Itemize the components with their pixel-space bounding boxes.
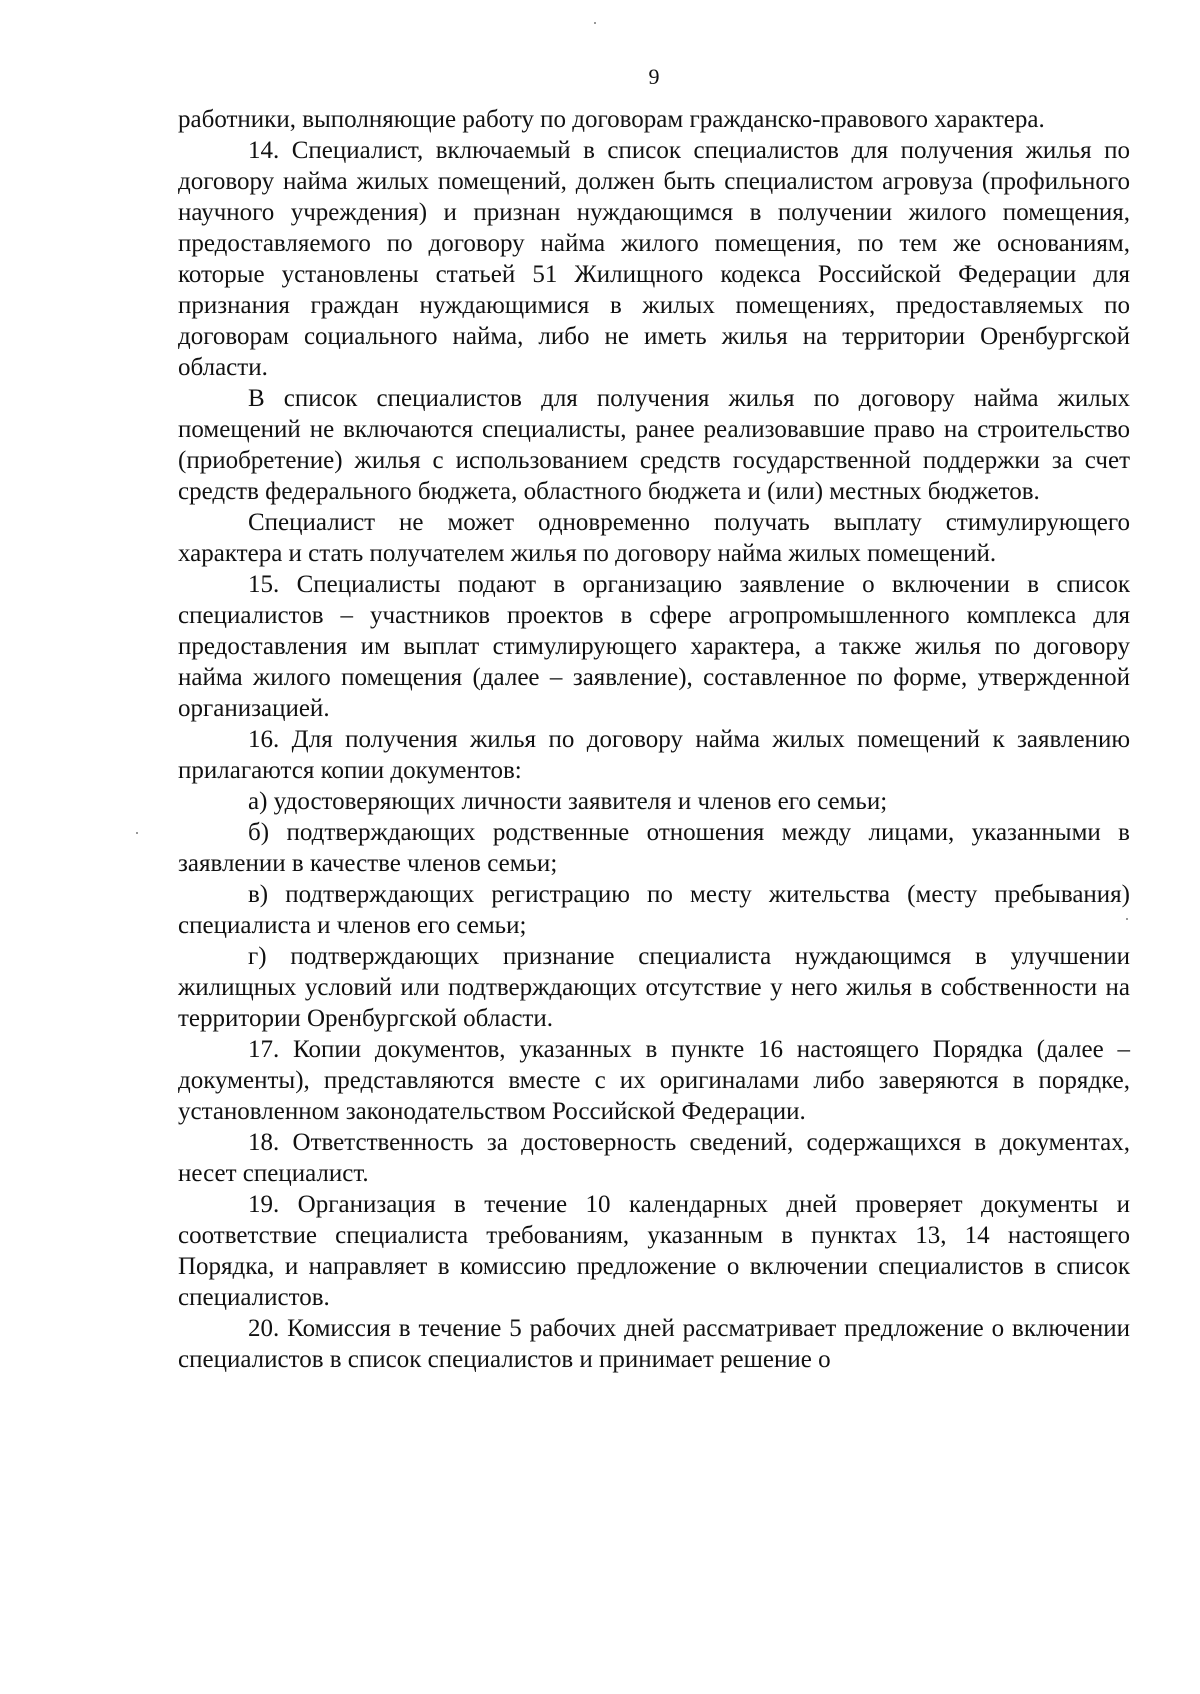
paragraph-restriction: Специалист не может одновременно получать выплату стимулирующего характера и стать получателем жилья по договору найма жилых помещений. xyxy=(178,509,1130,567)
paragraph-continuation: работники, выполняющие работу по договорам гражданско-правового характера. xyxy=(178,106,1045,133)
scan-speck xyxy=(1126,918,1128,920)
paragraph-item-14: 14. Специалист, включаемый в список специалистов для получения жилья по договору найма жилых помещений, должен быть специалистом агровуза (профильного научного учреждения) и признан нуждающимся в получении жилого помещения, предоставляемого по договору найма жилого помещения, по тем же основаниям, которые установлены статьей 51 Жилищного кодекса Российской Федерации для признания граждан нуждающимися в жилых помещениях, предоставляемых по договорам социального найма, либо не иметь жилья на территории Оренбургской области. xyxy=(178,137,1130,381)
paragraph-item-17: 17. Копии документов, указанных в пункте 16 настоящего Порядка (далее – документы), представляются вместе с их оригиналами либо заверяются в порядке, установленном законодательством Российской Федерации. xyxy=(178,1036,1130,1125)
paragraph-item-16: 16. Для получения жилья по договору найма жилых помещений к заявлению прилагаются копии документов: xyxy=(178,726,1130,784)
scan-speck xyxy=(136,832,138,834)
paragraph-item-20: 20. Комиссия в течение 5 рабочих дней рассматривает предложение о включении специалистов в список специалистов и принимает решение о xyxy=(178,1315,1130,1373)
paragraph-item-16-v: в) подтверждающих регистрацию по месту жительства (месту пребывания) специалиста и членов его семьи; xyxy=(178,881,1130,939)
scan-speck xyxy=(594,22,596,24)
document-page xyxy=(178,64,1130,1375)
paragraph-item-16-g: г) подтверждающих признание специалиста нуждающимся в улучшении жилищных условий или подтверждающих отсутствие у него жилья в собственности на территории Оренбургской области. xyxy=(178,943,1130,1032)
document-body xyxy=(178,104,1130,1375)
paragraph-item-18: 18. Ответственность за достоверность сведений, содержащихся в документах, несет специалист. xyxy=(178,1129,1130,1187)
page-number: 9 xyxy=(648,64,660,89)
paragraph-item-19: 19. Организация в течение 10 календарных дней проверяет документы и соответствие специалиста требованиям, указанным в пунктах 13, 14 настоящего Порядка, и направляет в комиссию предложение о включении специалистов в список специалистов. xyxy=(178,1191,1130,1311)
paragraph-exclusions: В список специалистов для получения жилья по договору найма жилых помещений не включаются специалисты, ранее реализовавшие право на строительство (приобретение) жилья с использованием средств государственной поддержки за счет средств федерального бюджета, областного бюджета и (или) местных бюджетов. xyxy=(178,385,1130,505)
paragraph-item-16-a: а) удостоверяющих личности заявителя и членов его семьи; xyxy=(248,788,888,815)
paragraph-item-15: 15. Специалисты подают в организацию заявление о включении в список специалистов – участников проектов в сфере агропромышленного комплекса для предоставления им выплат стимулирующего характера, а также жилья по договору найма жилого помещения (далее – заявление), составленное по форме, утвержденной организацией. xyxy=(178,571,1130,722)
paragraph-item-16-b: б) подтверждающих родственные отношения между лицами, указанными в заявлении в качестве членов семьи; xyxy=(178,819,1130,877)
